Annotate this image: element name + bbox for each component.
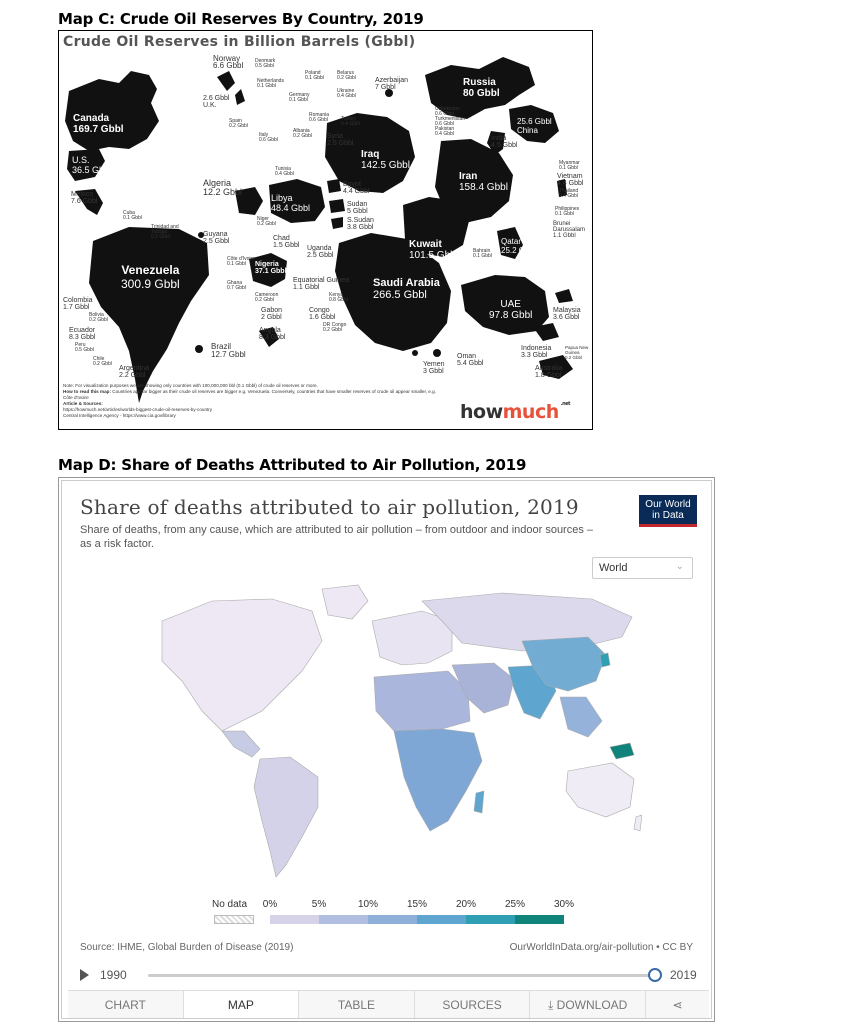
label-peru: Peru 0.5 Gbbl xyxy=(75,342,94,353)
map-d-heading: Map D: Share of Deaths Attributed to Air Pollution, 2019 xyxy=(58,456,527,474)
legend-color-scale xyxy=(270,915,564,924)
legend-tick: 15% xyxy=(406,899,428,910)
label-vietnam: Vietnam 4.4 Gbbl xyxy=(557,173,584,187)
label-china: 25.6 Gbbl China xyxy=(517,117,552,135)
label-netherlands: Netherlands 0.1 Gbbl xyxy=(257,78,284,89)
legend-no-data-swatch xyxy=(214,915,254,924)
label-dr-congo: DR Congo 0.2 Gbbl xyxy=(323,322,347,333)
shape-canada xyxy=(65,71,159,151)
label-qatar: Qatar 25.2 Gbbl xyxy=(501,237,536,255)
label-spain: Spain 0.2 Gbbl xyxy=(229,118,248,129)
label-nigeria: Nigeria 37.1 Gbbl xyxy=(255,261,287,275)
label-poland: Poland 0.1 Gbbl xyxy=(305,70,324,81)
widget-frame xyxy=(61,480,712,1019)
label-uae: UAE 97.8 Gbbl xyxy=(489,299,533,321)
label-congo: Congo 1.6 Gbbl xyxy=(309,307,336,321)
legend-tick: 0% xyxy=(262,899,278,910)
region-south-america xyxy=(254,757,318,877)
label-sudan: Sudan 5 Gbbl xyxy=(347,201,368,215)
label-libya: Libya 48.4 Gbbl xyxy=(271,193,311,213)
legend-swatch xyxy=(319,915,368,924)
share-icon[interactable]: ⋖ xyxy=(646,991,709,1018)
label-canada: Canada 169.7 Gbbl xyxy=(73,113,124,135)
label-argentina: Argentina 2.2 Gbbl xyxy=(119,365,149,379)
label-denmark: Denmark 0.5 Gbbl xyxy=(255,58,276,69)
label-uganda: Uganda 2.5 Gbbl xyxy=(307,245,334,259)
label-thailand: Thailand 0.4 Gbbl xyxy=(559,188,579,199)
label-algeria: Algeria 12.2 Gbbl xyxy=(203,178,243,197)
widget-subtitle: Share of deaths, from any cause, which are attributed to air pollution – from outdoor and indoor sources – as a risk factor. xyxy=(80,524,594,550)
region-central-america xyxy=(222,731,260,757)
map-c-heading: Map C: Crude Oil Reserves By Country, 2019 xyxy=(58,10,424,28)
tab-download[interactable]: ⤓ DOWNLOAD xyxy=(530,991,646,1018)
label-chile: Chile 0.2 Gbbl xyxy=(93,356,112,367)
legend-swatch xyxy=(515,915,564,924)
label-cuba: Cuba 0.1 Gbbl xyxy=(123,210,142,221)
dot-brazil xyxy=(195,345,203,353)
timeline-track[interactable] xyxy=(148,974,654,977)
widget-title: Share of deaths attributed to air pollution, 2019 xyxy=(80,495,579,519)
region-subsaharan-africa xyxy=(394,729,482,831)
shape-ssudan xyxy=(331,217,343,229)
oil-map-title: Crude Oil Reserves in Billion Barrels (Gbbl) xyxy=(63,34,416,50)
shape-malaysia xyxy=(555,289,573,303)
legend-ticks xyxy=(262,899,575,913)
label-australia: Australia 1.8 Gbbl xyxy=(535,365,563,379)
label-guyana: Guyana 2.5 Gbbl xyxy=(203,231,230,245)
label-turkey: Turkey 0.4 Gbbl xyxy=(341,116,360,127)
label-ukraine: Ukraine 0.4 Gbbl xyxy=(337,88,356,99)
label-iran: Iran 158.4 Gbbl xyxy=(459,171,508,193)
label-brazil: Brazil 12.7 Gbbl xyxy=(211,342,246,359)
label-tunisia: Tunisia 0.4 Gbbl xyxy=(275,166,294,177)
tab-table[interactable]: TABLE xyxy=(299,991,415,1018)
timeline-handle[interactable] xyxy=(648,968,662,982)
oil-reserves-map xyxy=(58,30,593,430)
label-oman: Oman 5.4 Gbbl xyxy=(457,353,484,367)
label-brunei: Brunei Darussalam 1.1 Gbbl xyxy=(553,221,586,239)
region-greenland xyxy=(322,585,368,619)
label-germany: Germany 0.1 Gbbl xyxy=(289,92,310,103)
chevron-down-icon: ⌄ xyxy=(675,561,684,572)
label-png: Papua New Guinea 0.2 Gbbl xyxy=(565,345,589,360)
timeline-end-year: 2019 xyxy=(670,968,697,982)
label-uk: 2.6 Gbbl U.K. xyxy=(203,95,230,109)
label-bolivia: Bolivia 0.2 Gbbl xyxy=(89,312,108,323)
label-kuwait: Kuwait 101.5 Gbbl xyxy=(409,239,458,261)
timeline xyxy=(80,967,700,983)
legend-tick: 10% xyxy=(357,899,379,910)
label-cameroon: Cameroon 0.2 Gbbl xyxy=(255,292,279,303)
owid-logo[interactable]: Our World in Data xyxy=(639,495,697,527)
label-india: India 4.5 Gbbl xyxy=(491,135,518,149)
label-albania: Albania 0.2 Gbbl xyxy=(293,128,312,139)
credit-link[interactable]: OurWorldInData.org/air-pollution • CC BY xyxy=(509,942,693,953)
label-pakistan: Pakistan 0.4 Gbbl xyxy=(435,126,455,137)
timeline-start-year: 1990 xyxy=(100,968,127,982)
legend-swatch xyxy=(368,915,417,924)
legend-swatch xyxy=(270,915,319,924)
label-mexico: Mexico 7.6 Gbbl xyxy=(71,191,98,205)
region-papua-new-guinea xyxy=(610,743,634,759)
color-legend xyxy=(212,899,575,929)
legend-swatch xyxy=(466,915,515,924)
legend-no-data-label: No data xyxy=(212,899,248,910)
shape-norway xyxy=(217,71,235,91)
label-syria: Syria 2.5 Gbbl xyxy=(327,133,354,147)
world-map[interactable] xyxy=(122,581,642,881)
label-yemen: Yemen 3 Gbbl xyxy=(423,361,445,375)
label-malaysia: Malaysia 3.6 Gbbl xyxy=(553,307,581,321)
label-ecuador: Ecuador 8.3 Gbbl xyxy=(69,327,96,341)
region-new-zealand xyxy=(634,815,642,831)
oil-map-notes: Note: For visualization purposes we are showing only countries with 100,000,000 bbl (0.1 Gbbl) of crude oil reserves or more. How to read this map: Countries appear bigger as their crude oil reserves are bigger e.g. Venezuela. Conversely, countries that have smaller reserves of crude oil appear smaller, e.g. Côte d'Ivoire Article & Sources: https://howmuch.net/articles/worlds-biggest-crude-oil-reserves-by-country Central Intelligence Agency - https://www.cia.gov/library xyxy=(63,383,436,418)
label-russia: Russia 80 Gbbl xyxy=(463,77,500,99)
region-southeast-asia xyxy=(560,697,602,737)
label-gabon: Gabon 2 Gbbl xyxy=(261,307,283,321)
legend-tick: 30% xyxy=(553,899,575,910)
howmuch-logo: howmuch $^{.net}$ xyxy=(459,401,570,423)
label-colombia: Colombia 1.7 Gbbl xyxy=(63,297,93,311)
label-venezuela: Venezuela 300.9 Gbbl xyxy=(121,263,180,291)
label-uzbekistan: Uzbekistan 0.6 Gbbl xyxy=(435,106,460,117)
label-indonesia: Indonesia 3.3 Gbbl xyxy=(521,345,552,359)
label-us: U.S. 36.5 Gbbl xyxy=(72,155,112,175)
region-australia xyxy=(566,763,634,817)
label-trinidad: Trinidad and Tobago 0.2 Gbbl xyxy=(151,224,179,240)
tab-sources[interactable]: SOURCES xyxy=(415,991,531,1018)
region-north-korea xyxy=(600,653,610,667)
label-iraq: Iraq 142.5 Gbbl xyxy=(361,149,410,171)
label-romania: Romania 0.6 Gbbl xyxy=(309,112,330,123)
label-egypt: Egypt 4.4 Gbbl xyxy=(343,181,370,195)
dot-yemen xyxy=(412,350,418,356)
label-philippines: Philippines 0.1 Gbbl xyxy=(555,206,580,217)
label-bahrain: Bahrain 0.1 Gbbl xyxy=(473,248,492,259)
label-chad: Chad 1.5 Gbbl xyxy=(273,235,300,249)
region-north-africa xyxy=(374,671,470,731)
label-cote-divoire: Côte d'Ivoire 0.1 Gbbl xyxy=(227,256,255,267)
region-madagascar xyxy=(474,791,484,813)
dot-oman xyxy=(433,349,441,357)
label-italy: Italy 0.6 Gbbl xyxy=(259,132,278,143)
legend-tick: 5% xyxy=(311,899,327,910)
label-azerbaijan: Azerbaijan 7 Gbbl xyxy=(375,77,409,91)
label-turkmenistan: Turkmenistan 0.6 Gbbl xyxy=(435,116,466,127)
shape-egypt xyxy=(327,179,341,193)
legend-tick: 25% xyxy=(504,899,526,910)
tab-map[interactable]: MAP xyxy=(184,991,300,1018)
source-note: Source: IHME, Global Burden of Disease (2019) xyxy=(80,942,294,953)
air-pollution-widget xyxy=(58,477,715,1022)
legend-swatch xyxy=(417,915,466,924)
label-ssudan: S.Sudan 3.8 Gbbl xyxy=(347,217,374,231)
label-saudi-arabia: Saudi Arabia 266.5 Gbbl xyxy=(373,277,440,301)
shape-uk xyxy=(235,89,245,105)
shape-sudan xyxy=(329,199,345,213)
label-belarus: Belarus 0.2 Gbbl xyxy=(337,70,356,81)
label-myanmar: Myanmar 0.1 Gbbl xyxy=(559,160,580,171)
region-select[interactable]: World ⌄ xyxy=(592,557,693,579)
label-angola: Angola 8.3 Gbbl xyxy=(259,327,286,341)
region-north-america xyxy=(162,599,322,731)
label-niger: Niger 0.2 Gbbl xyxy=(257,216,276,227)
label-norway: Norway 6.6 Gbbl xyxy=(213,54,244,70)
tab-chart[interactable]: CHART xyxy=(68,991,184,1018)
label-kenya: Kenya 0.8 Gbbl xyxy=(329,292,348,303)
tab-bar xyxy=(68,990,709,1018)
legend-tick: 20% xyxy=(455,899,477,910)
label-eq-guinea: Equatorial Guinea 1.1 Gbbl xyxy=(293,277,350,291)
play-icon[interactable] xyxy=(80,969,89,981)
label-ghana: Ghana 0.7 Gbbl xyxy=(227,280,246,291)
